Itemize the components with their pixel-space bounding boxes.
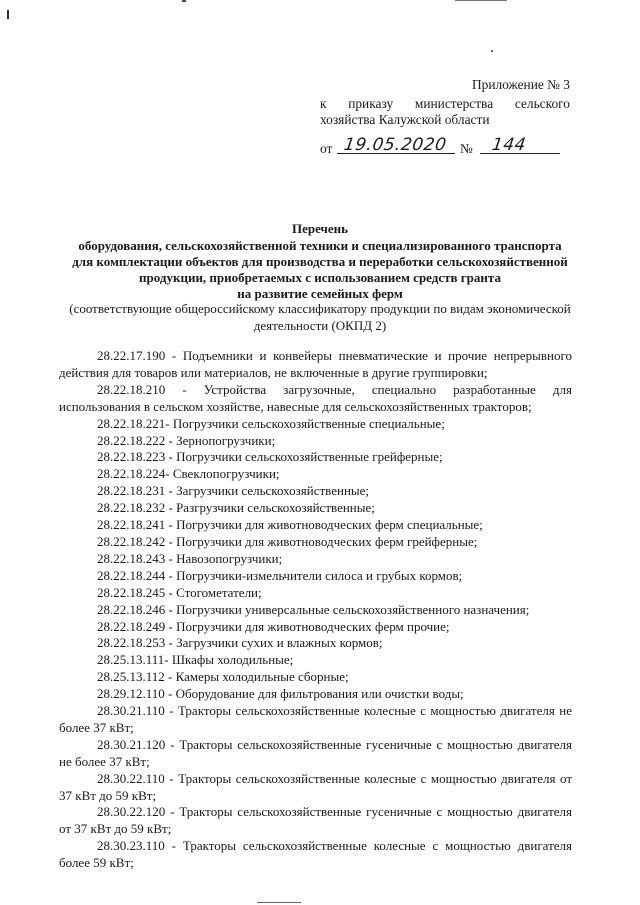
scan-artifact xyxy=(7,10,9,19)
list-item: 28.29.12.110 - Оборудование для фильтрования или очистки воды; xyxy=(97,686,464,702)
list-item: 28.22.18.224- Свеклопогрузчики; xyxy=(97,466,280,482)
list-item: 28.22.18.245 - Стогометатели; xyxy=(97,584,262,600)
list-item: 28.22.17.190 - Подъемники и конвейеры пневматические и прочие непрерывного действия для товаров или материалов, не включенные в другие группировки; xyxy=(59,348,572,380)
order-date-handwritten: 19.05.2020 xyxy=(342,135,448,155)
order-prefix: от xyxy=(320,141,333,156)
list-item: 28.22.18.223 - Погрузчики сельскохозяйственные грейферные; xyxy=(97,449,443,465)
appendix-title: Приложение № 3 xyxy=(471,77,570,92)
list-item: 28.22.18.210 - Устройства загрузочные, специально разработанные для использования в сельском хозяйстве, навесные для сельскохозяйственных тракторов; xyxy=(59,381,572,414)
list-item: 28.25.13.111- Шкафы холодильные; xyxy=(97,652,294,668)
list-item: 28.22.18.249 - Погрузчики для животноводческих ферм прочие; xyxy=(97,618,450,634)
list-item: 28.30.22.120 - Тракторы сельскохозяйственные гусеничные с мощностью двигателя от 37 кВт до 59 кВт; xyxy=(59,804,572,837)
list-item: 28.22.18.246 - Погрузчики универсальные сельскохозяйственного назначения; xyxy=(97,601,530,617)
scan-artifact xyxy=(257,902,301,903)
list-item: 28.22.18.243 - Навозопогрузчики; xyxy=(97,550,283,566)
appendix-ministry: хозяйства Калужской области xyxy=(320,112,490,127)
list-item: 28.30.21.120 - Тракторы сельскохозяйственные гусеничные с мощностью двигателя не более 37 кВт; xyxy=(59,736,572,769)
list-item: 28.30.23.110 - Тракторы сельскохозяйственные колесные с мощностью двигателя более 59 кВт; xyxy=(59,838,572,871)
heading-line-4: на развитие семейных ферм xyxy=(237,286,403,301)
scan-artifact xyxy=(182,0,186,2)
heading-subnote: (соответствующие общероссийскому классификатору продукции по видам экономической деятельности (ОКПД 2) xyxy=(69,301,571,333)
list-item: 28.25.13.112 - Камеры холодильные сборные; xyxy=(97,669,349,685)
heading-line-2: для комплектации объектов для производства и переработки сельскохозяйственной xyxy=(72,254,568,269)
list-item: 28.22.18.241 - Погрузчики для животноводческих ферм специальные; xyxy=(97,517,483,533)
appendix-order-reference: к приказу министерства сельского xyxy=(320,96,570,111)
order-number-label: № xyxy=(460,141,473,156)
list-item: 28.22.18.222 - Зернопогрузчики; xyxy=(97,432,276,448)
list-item: 28.22.18.253 - Загрузчики сухих и влажных кормов; xyxy=(97,635,383,651)
list-item: 28.22.18.221- Погрузчики сельскохозяйственные специальные; xyxy=(97,415,445,431)
document-title: Перечень xyxy=(291,221,349,236)
heading-line-3: продукции, приобретаемых с использованием средств гранта xyxy=(139,270,501,285)
list-item: 28.22.18.231 - Загрузчики сельскохозяйственные; xyxy=(97,483,370,499)
scan-artifact xyxy=(455,0,507,1)
order-number-handwritten: 144 xyxy=(490,135,528,155)
equipment-list xyxy=(59,348,572,872)
scan-artifact xyxy=(491,50,493,52)
list-item: 28.22.18.244 - Погрузчики-измельчители силоса и грубых кормов; xyxy=(97,567,463,583)
list-item: 28.30.22.110 - Тракторы сельскохозяйственные колесные с мощностью двигателя от 37 кВт до 59 кВт; xyxy=(59,770,572,803)
heading-line-1: оборудования, сельскохозяйственной техники и специализированного транспорта xyxy=(78,238,562,253)
order-date-number-line xyxy=(320,135,570,159)
list-item: 28.22.18.232 - Разгрузчики сельскохозяйственные; xyxy=(97,500,375,516)
list-item: 28.22.18.242 - Погрузчики для животноводческих ферм грейферные; xyxy=(97,533,478,549)
list-item: 28.30.21.110 - Тракторы сельскохозяйственные колесные с мощностью двигателя не более 37 кВт; xyxy=(59,703,572,735)
